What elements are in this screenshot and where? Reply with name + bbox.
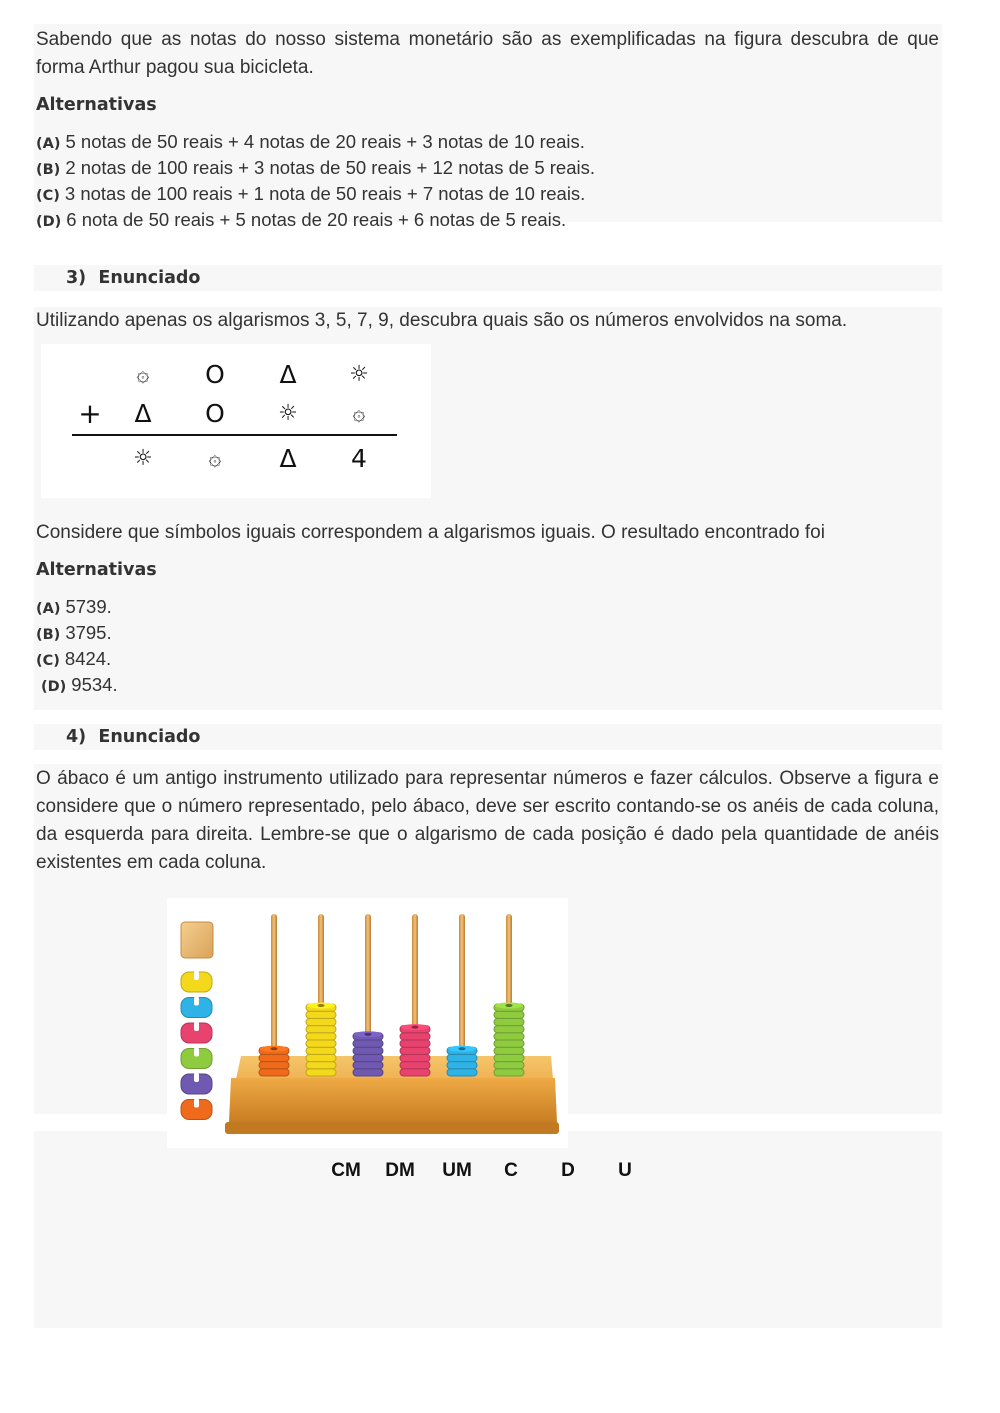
alternative-text: 8424.: [64, 648, 112, 669]
row1-sym-4: ☼: [349, 362, 369, 387]
q3-alternative-d[interactable]: [36, 673, 118, 699]
q2-alternative-c[interactable]: [36, 182, 595, 208]
abacus-ring: [259, 1054, 289, 1061]
alternative-letter: (C): [36, 188, 60, 204]
abacus-ring: [306, 1047, 336, 1054]
abacus-ring: [494, 1033, 524, 1040]
abacus-ring: [353, 1047, 383, 1054]
alternative-letter: (D): [41, 679, 67, 695]
alternative-letter: (C): [36, 653, 60, 669]
alternative-text: 3 notas de 100 reais + 1 nota de 50 reais + 7 notas de 10 reais.: [64, 183, 586, 204]
result-sym-3: Δ: [279, 444, 297, 473]
abacus-picture: [167, 898, 568, 1148]
result-sym-2: ۞: [208, 446, 222, 471]
abacus-ring: [306, 1026, 336, 1033]
row1-sym-1: ۞: [136, 362, 150, 387]
abacus-ring: [259, 1069, 289, 1076]
abacus-ring: [400, 1062, 430, 1069]
place-value-d: D: [561, 1160, 575, 1181]
alternative-letter: (A): [36, 136, 61, 152]
loose-ring-slot: [194, 1048, 199, 1057]
abacus-ring: [306, 1011, 336, 1018]
abacus-ring: [353, 1069, 383, 1076]
addition-puzzle: [41, 344, 431, 498]
loose-ring-slot: [194, 1099, 199, 1108]
q2-alternative-d[interactable]: [36, 208, 595, 234]
place-value-u: U: [618, 1160, 632, 1181]
abacus-ring: [400, 1033, 430, 1040]
q4-heading-text: Enunciado: [98, 727, 201, 747]
abacus-ring-hole: [365, 1033, 372, 1036]
abacus-ring: [447, 1062, 477, 1069]
q2-alternatives-list: [36, 130, 595, 234]
row1-sym-3: Δ: [279, 360, 297, 389]
q3-heading-text: Enunciado: [98, 268, 201, 288]
place-value-row: [310, 1153, 654, 1191]
abacus-ring: [400, 1047, 430, 1054]
abacus-ring: [400, 1054, 430, 1061]
q3-alternatives-title: Alternativas: [36, 560, 157, 580]
q2-alternatives-title: Alternativas: [36, 95, 157, 115]
loose-ring-slot: [194, 1022, 199, 1031]
abacus-ring: [494, 1062, 524, 1069]
abacus-ring: [400, 1040, 430, 1047]
place-value-dm: DM: [385, 1160, 415, 1181]
abacus-ring: [353, 1054, 383, 1061]
q3-statement: Utilizando apenas os algarismos 3, 5, 7, 9, descubra quais são os números envolvidos na soma.: [36, 310, 848, 331]
alternative-letter: (D): [36, 214, 62, 230]
q2-alternative-a[interactable]: [36, 130, 595, 156]
loose-ring-slot: [194, 1073, 199, 1082]
abacus-ring: [259, 1062, 289, 1069]
place-value-c: C: [504, 1160, 518, 1181]
q4-statement: O ábaco é um antigo instrumento utilizado para representar números e fazer cálculos. Observe a figura e considere que o número representado, pelo ábaco, deve ser escrito contando-se os anéis de cada coluna, da esquerda para direita. Lembre-se que o algarismo de cada posição é dado pela quantidade de anéis existentes em cada coluna.: [36, 768, 939, 873]
result-sym-1: ☼: [133, 446, 153, 471]
row1-sym-2: O: [205, 360, 225, 389]
abacus-ring-hole: [412, 1026, 419, 1029]
abacus-ring: [306, 1033, 336, 1040]
q3-alternative-a[interactable]: [36, 595, 118, 621]
q3-number: 3): [66, 268, 87, 288]
abacus-ring: [447, 1054, 477, 1061]
loose-ring-slot: [194, 997, 199, 1006]
alternative-text: 9534.: [71, 674, 118, 695]
q2-statement: Sabendo que as notas do nosso sistema monetário são as exemplificadas na figura descubra de que forma Arthur pagou sua bicicleta.: [36, 29, 939, 78]
q4-heading: [66, 727, 200, 747]
abacus-ring: [400, 1069, 430, 1076]
abacus-ring: [447, 1069, 477, 1076]
abacus-ring: [494, 1018, 524, 1025]
q4-number: 4): [66, 727, 87, 747]
abacus-ring-hole: [459, 1047, 466, 1050]
abacus-ring: [306, 1040, 336, 1047]
alternative-text: 3795.: [65, 622, 112, 643]
row2-sym-3: ☼: [278, 401, 298, 426]
result-sym-4: 4: [351, 444, 367, 473]
abacus-ring: [494, 1011, 524, 1018]
alternative-letter: (A): [36, 601, 61, 617]
alternative-text: 2 notas de 100 reais + 3 notas de 50 reais + 12 notas de 5 reais.: [65, 157, 595, 178]
q3-heading: [66, 268, 200, 288]
abacus-ring: [494, 1054, 524, 1061]
abacus-ring-hole: [506, 1004, 513, 1007]
plus-sign: +: [78, 397, 102, 430]
alternative-text: 6 nota de 50 reais + 5 notas de 20 reais + 6 notas de 5 reais.: [66, 209, 567, 230]
alternative-letter: (B): [36, 627, 61, 643]
q3-alternative-b[interactable]: [36, 621, 118, 647]
alternative-letter: (B): [36, 162, 61, 178]
row2-sym-4: ۞: [352, 401, 366, 426]
abacus-ring: [494, 1069, 524, 1076]
q3-note: Considere que símbolos iguais correspondem a algarismos iguais. O resultado encontrado foi: [36, 522, 825, 543]
q2-alternative-b[interactable]: [36, 156, 595, 182]
q3-alternative-c[interactable]: [36, 647, 118, 673]
abacus-ring: [494, 1047, 524, 1054]
abacus-ring: [353, 1040, 383, 1047]
abacus-ring: [494, 1026, 524, 1033]
abacus-ring: [494, 1040, 524, 1047]
abacus-ring: [306, 1062, 336, 1069]
place-value-um: UM: [442, 1160, 472, 1181]
wooden-cube: [181, 922, 213, 958]
loose-rings: [181, 971, 212, 1120]
abacus-svg: [167, 898, 568, 1148]
alternative-text: 5 notas de 50 reais + 4 notas de 20 reais + 3 notas de 10 reais.: [65, 131, 585, 152]
abacus-ring: [306, 1054, 336, 1061]
q3-alternatives-list: [36, 595, 118, 699]
abacus-ring: [306, 1069, 336, 1076]
row2-sym-1: Δ: [134, 399, 152, 428]
alternative-text: 5739.: [65, 596, 112, 617]
sum-line: [72, 434, 397, 436]
abacus-ring: [353, 1062, 383, 1069]
abacus-ring: [306, 1018, 336, 1025]
place-value-cm: CM: [331, 1160, 361, 1181]
abacus-ring-hole: [271, 1047, 278, 1050]
loose-ring-slot: [194, 971, 199, 980]
abacus-ring-hole: [318, 1004, 325, 1007]
row2-sym-2: O: [205, 399, 225, 428]
